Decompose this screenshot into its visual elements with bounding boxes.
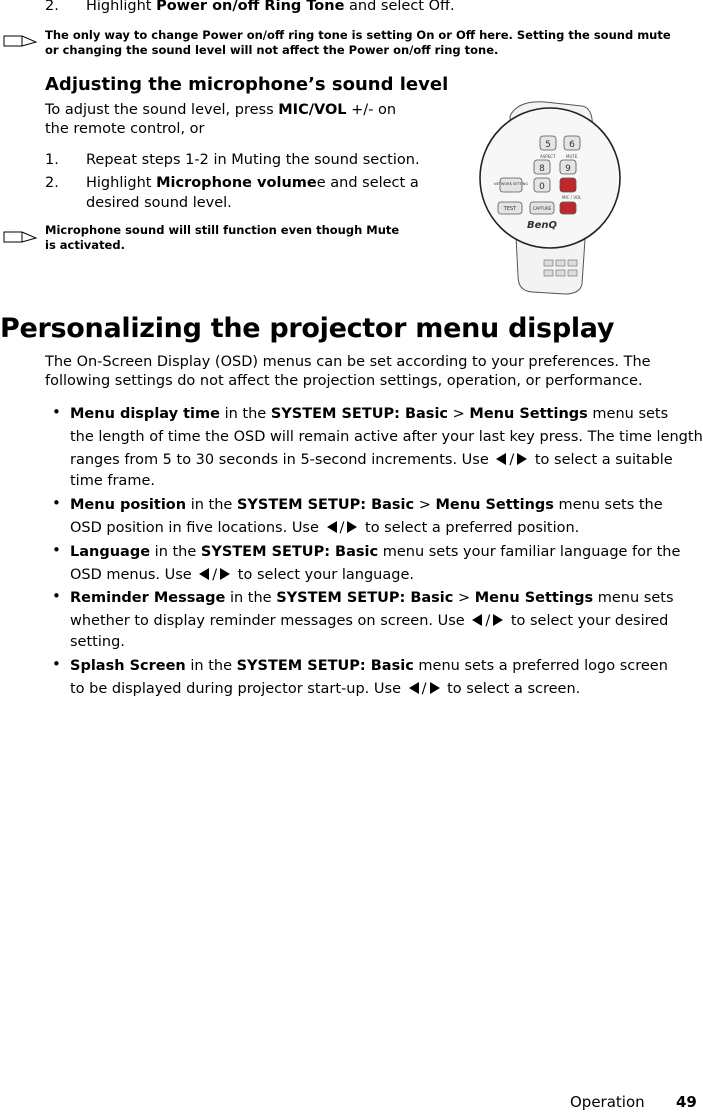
bullet: •	[52, 494, 61, 512]
svg-text:CAPTURE: CAPTURE	[532, 206, 552, 211]
osd-item-menu-display-time: Menu display time in the SYSTEM SETUP: Basic > Menu Settings menu sets the length of time the OSD will remain active after your last key press. The time length ranges from 5 to 30 seconds in 5-second increments. Use / to select a suitable time frame.	[70, 406, 703, 489]
svg-text:6: 6	[569, 140, 575, 150]
right-arrow-icon	[430, 682, 440, 694]
svg-text:MUTE: MUTE	[566, 154, 578, 159]
svg-text:NETWORK SETTING: NETWORK SETTING	[493, 182, 529, 186]
osd-section-heading: Personalizing the projector menu display	[0, 313, 615, 344]
remote-mic-vol-minus	[560, 202, 576, 214]
osd-item-language: Language in the SYSTEM SETUP: Basic menu sets your familiar language for the OSD menus. Use / to select your language.	[70, 544, 681, 583]
osd-item-splash-screen: Splash Screen in the SYSTEM SETUP: Basic menu sets a preferred logo screen to be displayed during projector start-up. Use / to select a screen.	[70, 658, 668, 697]
bullet: •	[52, 587, 61, 605]
page-number: 49	[676, 1093, 697, 1111]
osd-item-reminder-message: Reminder Message in the SYSTEM SETUP: Basic > Menu Settings menu sets whether to display reminder messages on screen. Use / to select your desired setting.	[70, 590, 674, 650]
remote-mic-vol-plus	[560, 178, 576, 192]
note-mic-mute: Microphone sound will still function even though Mute is activated.	[45, 223, 400, 252]
step-number: 2.	[45, 0, 59, 14]
bullet: •	[52, 541, 61, 559]
left-arrow-icon	[199, 568, 209, 580]
note-pen-icon	[2, 228, 42, 244]
right-arrow-icon	[493, 614, 503, 626]
remote-brand-logo: BenQ	[526, 220, 558, 231]
svg-text:MIC / VOL: MIC / VOL	[562, 195, 582, 200]
svg-text:TEST: TEST	[503, 206, 517, 212]
svg-text:9: 9	[565, 164, 571, 174]
osd-item-menu-position: Menu position in the SYSTEM SETUP: Basic > Menu Settings menu sets the OSD position in five locations. Use / to select a preferred position.	[70, 497, 663, 536]
note-line: or changing the sound level will not affect the Power on/off ring tone.	[45, 43, 499, 57]
mic-section-heading: Adjusting the microphone’s sound level	[45, 74, 449, 95]
bullet: •	[52, 655, 61, 673]
remote-control-illustration	[470, 96, 635, 296]
svg-text:ASPECT: ASPECT	[540, 154, 556, 159]
svg-text:0: 0	[539, 182, 545, 192]
left-arrow-icon	[496, 453, 506, 465]
left-arrow-icon	[327, 521, 337, 533]
svg-text:5: 5	[545, 140, 551, 150]
svg-text:8: 8	[539, 164, 545, 174]
mic-intro: To adjust the sound level, press MIC/VOL +/- on the remote control, or	[45, 102, 397, 137]
right-arrow-icon	[220, 568, 230, 580]
right-arrow-icon	[347, 521, 357, 533]
note-power-ring-tone	[45, 28, 691, 58]
osd-intro: The On-Screen Display (OSD) menus can be set according to your preferences. The following settings do not affect the projection settings, operation, or performance.	[45, 354, 651, 389]
bullet: •	[52, 403, 61, 421]
left-arrow-icon	[409, 682, 419, 694]
note-line: The only way to change Power on/off ring tone is setting On or Off here. Setting the sound mute	[45, 28, 671, 42]
right-arrow-icon	[517, 453, 527, 465]
footer-section-name: Operation	[570, 1093, 645, 1111]
step-text: Highlight Power on/off Ring Tone and select Off.	[86, 0, 455, 14]
left-arrow-icon	[472, 614, 482, 626]
note-pen-icon	[2, 32, 42, 48]
